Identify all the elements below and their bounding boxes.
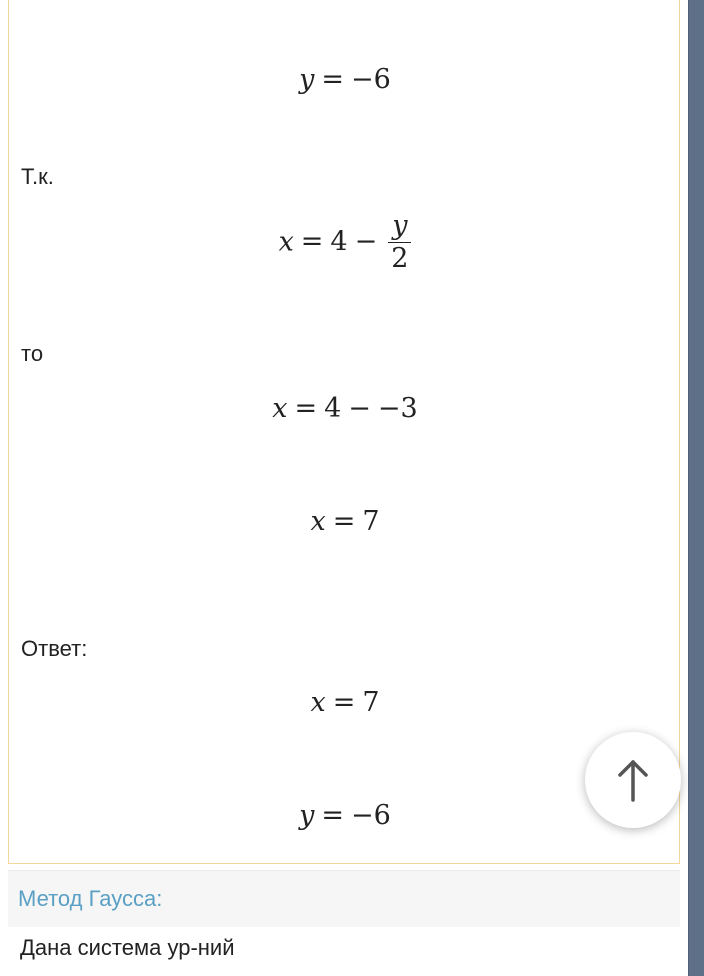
fraction-denominator: 2 bbox=[388, 242, 411, 273]
label-then: то bbox=[21, 341, 44, 366]
solution-panel bbox=[8, 0, 680, 864]
equation-x-result bbox=[9, 506, 681, 537]
eq-left-term: 4 bbox=[330, 226, 348, 258]
eq-value: −6 bbox=[351, 800, 391, 831]
eq-variable: x bbox=[310, 687, 326, 718]
eq-minus: − bbox=[348, 393, 371, 424]
arrow-up-icon bbox=[613, 756, 653, 804]
fraction-numerator: y bbox=[392, 210, 408, 241]
equation-y-value bbox=[9, 64, 681, 95]
fraction bbox=[388, 212, 411, 274]
eq-operator: = bbox=[300, 226, 324, 258]
gauss-section-header bbox=[8, 870, 680, 927]
gauss-header-title: Метод Гаусса: bbox=[18, 886, 163, 911]
side-scrollbar[interactable] bbox=[688, 0, 704, 976]
eq-operator: = bbox=[321, 800, 345, 831]
eq-variable: y bbox=[299, 64, 315, 95]
eq-variable: x bbox=[278, 226, 294, 258]
eq-operator: = bbox=[321, 64, 345, 95]
eq-value: −3 bbox=[377, 393, 418, 424]
eq-minus: − bbox=[354, 226, 378, 258]
eq-value: −6 bbox=[351, 64, 391, 95]
eq-variable: x bbox=[272, 393, 288, 424]
eq-variable: x bbox=[310, 506, 326, 537]
eq-value: 7 bbox=[362, 506, 380, 537]
eq-value: 7 bbox=[362, 687, 380, 718]
eq-operator: = bbox=[332, 506, 356, 537]
answer-y bbox=[9, 800, 681, 831]
eq-variable: y bbox=[299, 800, 315, 831]
scroll-to-top-button[interactable] bbox=[585, 732, 681, 828]
label-since: Т.к. bbox=[21, 164, 54, 189]
equation-x-substituted bbox=[9, 393, 681, 424]
label-answer: Ответ: bbox=[21, 636, 88, 661]
gauss-intro-text: Дана система ур-ний bbox=[20, 935, 235, 960]
eq-operator: = bbox=[332, 687, 356, 718]
eq-left-term: 4 bbox=[324, 393, 342, 424]
eq-operator: = bbox=[294, 393, 318, 424]
equation-x-formula bbox=[9, 212, 681, 274]
answer-x bbox=[9, 687, 681, 718]
